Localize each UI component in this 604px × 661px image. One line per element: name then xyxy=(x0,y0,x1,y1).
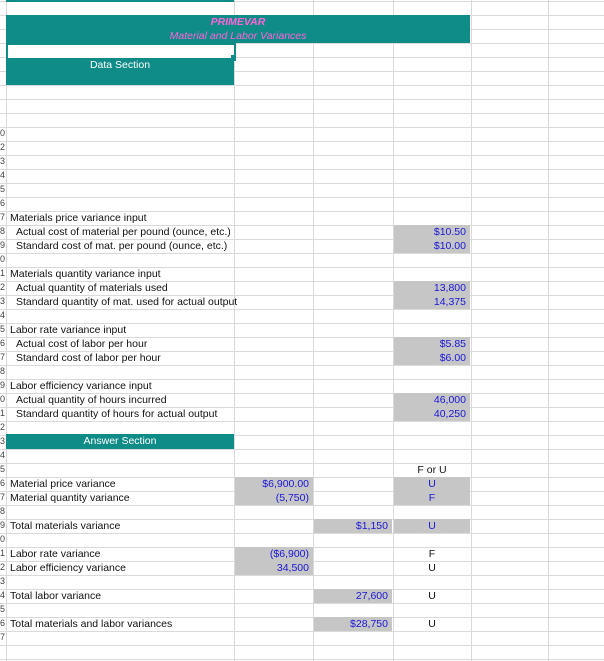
grid-row-line xyxy=(0,127,604,128)
standard-hours-label: Standard quantity of hours for actual output xyxy=(16,408,218,420)
row-number: 1 xyxy=(0,408,5,418)
standard-hours-value[interactable]: 40,250 xyxy=(433,408,466,420)
row-number: 8 xyxy=(0,506,5,516)
grid-row-line xyxy=(0,575,604,576)
material-quantity-label: Material quantity variance xyxy=(10,492,130,504)
grid-row-line xyxy=(0,533,604,534)
standard-cost-material-value[interactable]: $10.00 xyxy=(433,240,466,252)
grid-row-line xyxy=(0,253,604,254)
row-number: 3 xyxy=(0,156,5,166)
grid-row-line xyxy=(0,155,604,156)
total-materials-value[interactable]: $1,150 xyxy=(355,520,388,532)
row-number: 6 xyxy=(0,198,5,208)
labor-rate-label: Labor rate variance xyxy=(10,548,101,560)
row-number: 0 xyxy=(0,254,5,264)
grid-row-line xyxy=(0,463,604,464)
labor-efficiency-header: Labor efficiency variance input xyxy=(10,380,152,392)
grid-row-line xyxy=(0,197,604,198)
row-number: 9 xyxy=(0,380,5,390)
total-labor-label: Total labor variance xyxy=(10,590,102,602)
row-number: 7 xyxy=(0,632,5,642)
row-number: 6 xyxy=(0,338,5,348)
row-number: 4 xyxy=(0,170,5,180)
material-quantity-fu[interactable]: F xyxy=(428,492,436,504)
total-all-value[interactable]: $28,750 xyxy=(350,618,388,630)
actual-hours-label: Actual quantity of hours incurred xyxy=(16,394,167,406)
materials-quantity-header: Materials quantity variance input xyxy=(10,268,161,280)
material-price-value[interactable]: $6,900.00 xyxy=(262,478,309,490)
labor-rate-header: Labor rate variance input xyxy=(10,324,127,336)
row-number: 7 xyxy=(0,212,5,222)
row-number: 0 xyxy=(0,128,5,138)
row-number: 6 xyxy=(0,618,5,628)
grid-row-line xyxy=(0,421,604,422)
actual-qty-material-value[interactable]: 13,800 xyxy=(433,282,466,294)
row-number: 5 xyxy=(0,324,5,334)
row-number: 6 xyxy=(0,478,5,488)
grid-row-line xyxy=(0,309,604,310)
actual-qty-material-label: Actual quantity of materials used xyxy=(16,282,168,294)
standard-qty-material-label: Standard quantity of mat. used for actual output xyxy=(16,296,238,308)
total-labor-fu[interactable]: U xyxy=(428,590,436,602)
f-or-u-header: F or U xyxy=(417,464,447,476)
total-all-label: Total materials and labor variances xyxy=(10,618,173,630)
labor-rate-fu[interactable]: F xyxy=(428,548,436,560)
grid-row-line xyxy=(0,141,604,142)
row-number: 7 xyxy=(0,352,5,362)
grid-row-line xyxy=(0,603,604,604)
title-subtitle: Material and Labor Variances xyxy=(169,30,307,42)
row-number: 4 xyxy=(0,590,5,600)
row-number: 7 xyxy=(0,492,5,502)
row-number: 1 xyxy=(0,268,5,278)
row-number: 3 xyxy=(0,576,5,586)
actual-cost-labor-value[interactable]: $5.85 xyxy=(439,338,466,350)
grid-row-line xyxy=(0,169,604,170)
actual-cost-labor-label: Actual cost of labor per hour xyxy=(16,338,148,350)
grid-row-line xyxy=(0,365,604,366)
answer-section-label: Answer Section xyxy=(83,435,157,447)
total-all-fu[interactable]: U xyxy=(428,618,436,630)
row-number: 3 xyxy=(0,436,5,446)
total-materials-label: Total materials variance xyxy=(10,520,121,532)
row-number: 8 xyxy=(0,226,5,236)
row-number: 2 xyxy=(0,422,5,432)
row-number: 9 xyxy=(0,240,5,250)
standard-cost-material-label: Standard cost of mat. per pound (ounce, etc.) xyxy=(16,240,228,252)
standard-cost-labor-label: Standard cost of labor per hour xyxy=(16,352,161,364)
row-number: 2 xyxy=(0,562,5,572)
labor-efficiency-value[interactable]: 34,500 xyxy=(276,562,309,574)
materials-price-header: Materials price variance input xyxy=(10,212,147,224)
row-number: 0 xyxy=(0,394,5,404)
row-number: 9 xyxy=(0,520,5,530)
material-price-fu[interactable]: U xyxy=(428,478,436,490)
row-number: 1 xyxy=(0,548,5,558)
row-number: 2 xyxy=(0,142,5,152)
row-number: 5 xyxy=(0,184,5,194)
title-name: PRIMEVAR xyxy=(210,16,266,28)
row-number: 0 xyxy=(0,534,5,544)
material-quantity-value[interactable]: (5,750) xyxy=(275,492,309,504)
grid-row-line xyxy=(0,99,604,100)
actual-hours-value[interactable]: 46,000 xyxy=(433,394,466,406)
actual-cost-material-label: Actual cost of material per pound (ounce, etc.) xyxy=(16,226,231,238)
standard-cost-labor-value[interactable]: $6.00 xyxy=(439,352,466,364)
grid-row-line xyxy=(0,85,604,86)
data-section-label: Data Section xyxy=(89,59,151,71)
total-materials-fu[interactable]: U xyxy=(428,520,436,532)
standard-qty-material-value[interactable]: 14,375 xyxy=(433,296,466,308)
grid-row-line xyxy=(0,183,604,184)
labor-efficiency-fu[interactable]: U xyxy=(428,562,436,574)
row-number: 4 xyxy=(0,450,5,460)
grid-row-line xyxy=(0,505,604,506)
top-border xyxy=(6,0,234,2)
row-number: 4 xyxy=(0,310,5,320)
grid-row-line xyxy=(0,645,604,646)
material-price-label: Material price variance xyxy=(10,478,116,490)
labor-rate-value[interactable]: ($6,900) xyxy=(269,548,309,560)
row-number: 2 xyxy=(0,282,5,292)
grid-row-line xyxy=(0,449,604,450)
row-number: 5 xyxy=(0,464,5,474)
grid-row-line xyxy=(0,113,604,114)
row-number: 3 xyxy=(0,296,5,306)
row-number: 8 xyxy=(0,366,5,376)
actual-cost-material-value[interactable]: $10.50 xyxy=(433,226,466,238)
row-number: 5 xyxy=(0,604,5,614)
labor-efficiency-label: Labor efficiency variance xyxy=(10,562,126,574)
total-labor-value[interactable]: 27,600 xyxy=(355,590,388,602)
grid-row-line xyxy=(0,659,604,660)
grid-row-line xyxy=(0,631,604,632)
